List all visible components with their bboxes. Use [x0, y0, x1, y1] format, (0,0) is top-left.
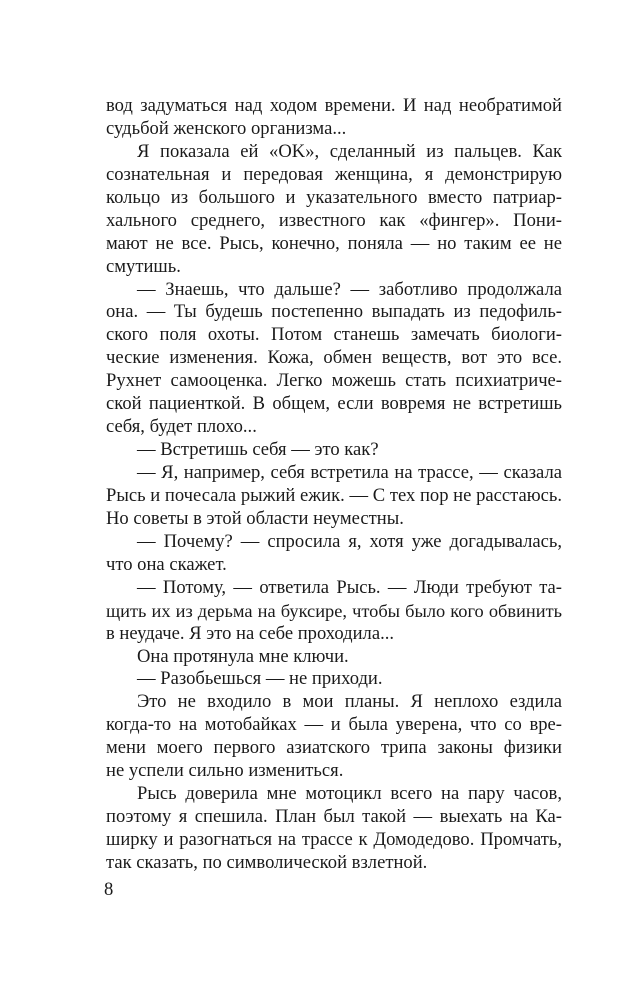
text-line: Это не входило в мои планы. Я неплохо ездила — [137, 691, 562, 713]
text-line: — Встретишь себя — это как? — [137, 439, 379, 461]
text-line: в неудаче. Я это на себе проходила... — [106, 622, 395, 644]
text-line: — Знаешь, что дальше? — заботливо продолжала — [137, 278, 562, 300]
text-line: — Разобьешься — не приходи. — [137, 668, 383, 690]
text-line: — Я, например, себя встретила на трассе, — сказала — [137, 462, 562, 483]
text-line: — Потому, — ответила Рысь. — Люди требуют та- — [137, 576, 562, 598]
text-line: кольцо из большого и указательного вместо патриар- — [106, 186, 562, 208]
text-line: когда-то на мотобайках — и была уверена, что со вре- — [106, 714, 562, 736]
text-line: что она скажет. — [106, 553, 227, 575]
text-line: Рухнет самооценка. Легко можешь стать психиатриче- — [106, 370, 562, 392]
text-line: судьбой женского организма... — [106, 117, 347, 139]
text-line: ческие изменения. Кожа, обмен веществ, вот это все. — [106, 347, 562, 369]
text-line: — Почему? — спросила я, хотя уже догадывалась, — [137, 530, 562, 552]
text-line: смутишь. — [106, 255, 181, 277]
text-line: она. — Ты будешь постепенно выпадать из педофиль- — [106, 301, 562, 323]
text-line: себя, будет плохо... — [106, 416, 257, 438]
text-line: Я показала ей «OK», сделанный из пальцев. Как — [137, 140, 562, 162]
text-line: сознательная и передовая женщина, я демонстрирую — [106, 163, 562, 185]
text-line: Рысь доверила мне мотоцикл всего на пару часов, — [137, 783, 562, 805]
text-line: мени моего первого азиатского трипа законы физики — [106, 737, 562, 759]
text-line: ской пациенткой. В общем, если вовремя не встретишь — [106, 393, 562, 415]
text-line: вод задуматься над ходом времени. И над необратимой — [106, 95, 562, 116]
text-line: не успели сильно измениться. — [106, 760, 344, 782]
text-line: Рысь и почесала рыжий ежик. — С тех пор не расстаюсь. — [106, 484, 562, 506]
text-line: хального среднего, известного как «фингер». Пони- — [106, 209, 562, 231]
text-line: поэтому я спешила. План был такой — выехать на Ка- — [106, 806, 562, 828]
text-line: Но советы в этой области неуместны. — [106, 507, 404, 529]
text-line: Она протянула мне ключи. — [137, 645, 349, 667]
text-line: так сказать, по символической взлетной. — [106, 851, 428, 873]
text-line: щить их из дерьма на буксире, чтобы было кого обвинить — [106, 600, 562, 621]
page-number: 8 — [104, 879, 114, 900]
text-line: мают не все. Рысь, конечно, поняла — но таким ее не — [106, 232, 562, 254]
text-line: ского поля охоты. Потом станешь замечать биологи- — [106, 324, 562, 346]
page-text-block — [106, 95, 562, 875]
text-line: ширку и разогнаться на трассе к Домодедово. Промчать, — [106, 829, 562, 850]
